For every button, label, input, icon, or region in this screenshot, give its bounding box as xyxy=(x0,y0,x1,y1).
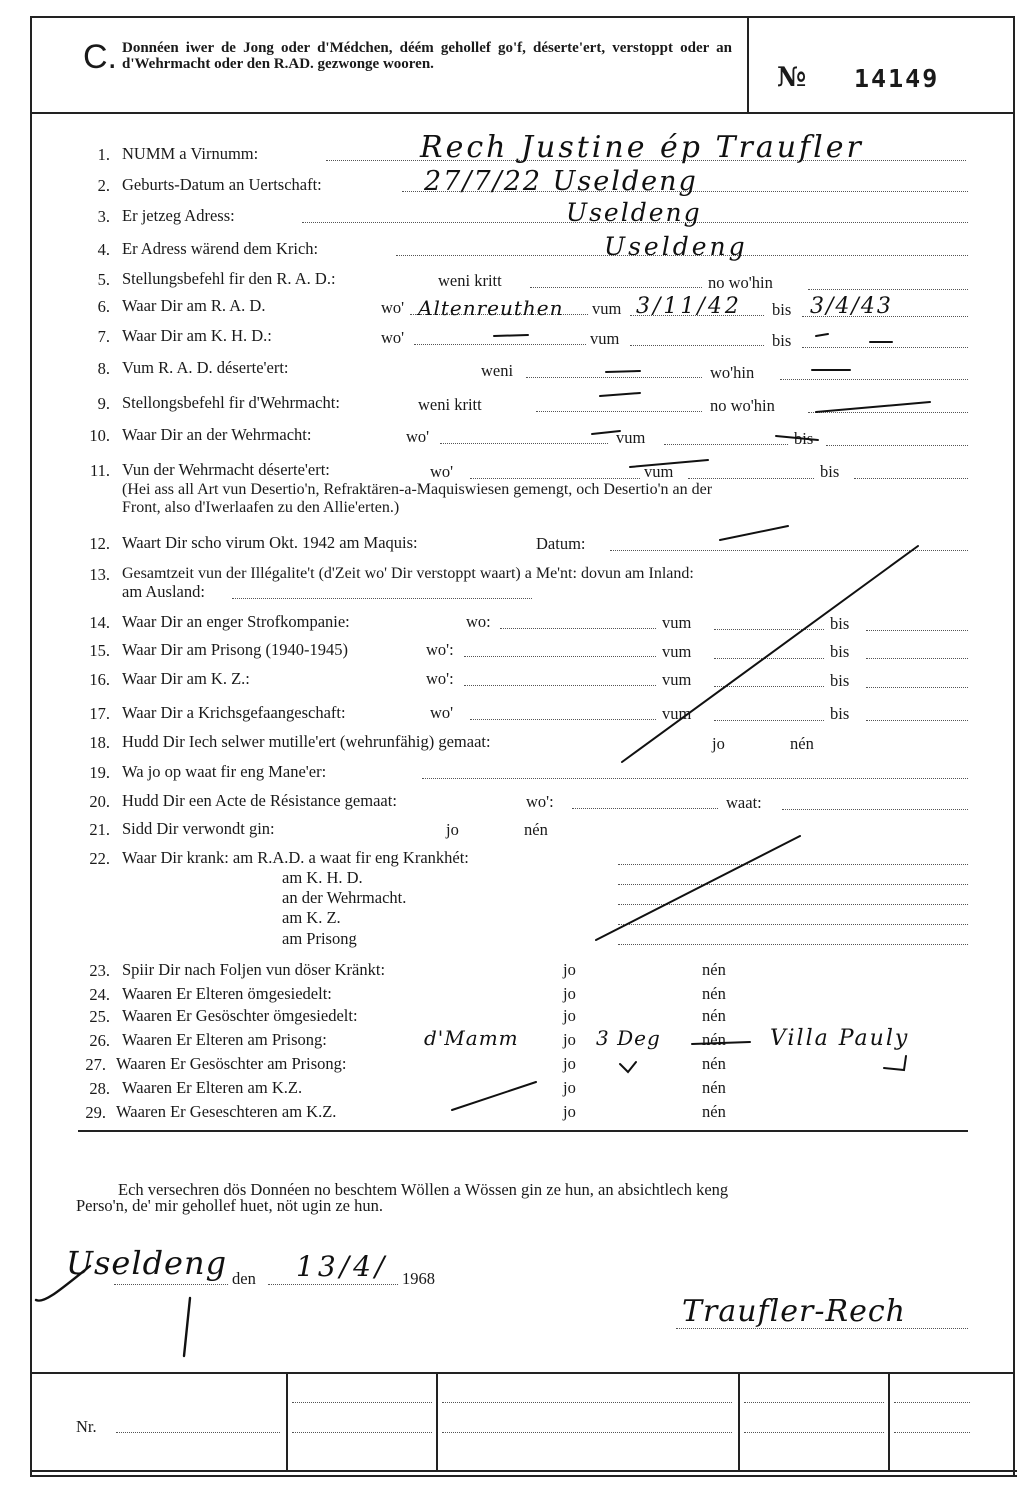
nr-label: Nr. xyxy=(76,1417,97,1436)
date-label: den xyxy=(232,1269,256,1288)
item-sub: am K. H. D. xyxy=(282,868,363,887)
handwritten-date: 13/4/ xyxy=(296,1250,389,1283)
item-number: 22. xyxy=(89,849,110,868)
item-label: Waaren Er Elteren ömgesiedelt: xyxy=(122,984,332,1003)
yes-option[interactable]: jo xyxy=(563,1054,576,1073)
yes-option[interactable]: jo xyxy=(712,734,725,753)
item-sub: am Prisong xyxy=(282,929,357,948)
no-option[interactable]: nén xyxy=(524,820,548,839)
item-label: Hudd Dir een Acte de Résistance gemaat: xyxy=(122,791,397,810)
item-label: Waart Dir scho virum Okt. 1942 am Maquis: xyxy=(122,533,418,552)
item-number: 13. xyxy=(89,565,110,584)
form-heading: Donnéen iwer de Jong oder d'Médchen, déém gehollef go'f, déserte'ert, verstoppt oder an d'Wehrmacht oder den R.AD. gezwonge wooren. xyxy=(122,40,732,72)
field-label: Datum: xyxy=(536,534,586,553)
item-label: Waaren Er Elteren am K.Z. xyxy=(122,1078,303,1097)
item-label: Waar Dir an enger Strofkompanie: xyxy=(122,612,350,631)
field-label: bis xyxy=(794,429,814,448)
field-label: wo': xyxy=(426,640,454,659)
item-label: Hudd Dir Iech selwer mutille'ert (wehrunfähig) gemaat: xyxy=(122,732,491,751)
form-letter: C. xyxy=(83,38,117,76)
item-number: 12. xyxy=(89,534,110,553)
item-label: Geburts-Datum an Uertschaft: xyxy=(122,175,322,194)
item-sub: am Ausland: xyxy=(122,582,205,601)
field-label: vum xyxy=(662,704,692,723)
item-label: Waaren Er Geseschteren am K.Z. xyxy=(116,1102,337,1121)
item-label: Er Adress wärend dem Krich: xyxy=(122,239,319,258)
yes-option[interactable]: jo xyxy=(446,820,459,839)
no-option[interactable]: nén xyxy=(702,960,726,979)
handwritten-rad-place: Altenreuthen xyxy=(418,296,564,320)
item-number: 17. xyxy=(89,704,110,723)
item-number: 20. xyxy=(89,792,110,811)
item-label: Waaren Er Elteren am Prisong: xyxy=(122,1030,327,1049)
item-label: Waaren Er Gesöschter ömgesiedelt: xyxy=(122,1006,358,1025)
field-label: wo: xyxy=(466,612,491,631)
field-label: wo' xyxy=(430,703,454,722)
item-number: 27. xyxy=(85,1055,106,1074)
yes-option[interactable]: jo xyxy=(563,1102,576,1121)
item-number: 2. xyxy=(97,176,110,195)
handwritten-birth: 27/7/22 Useldeng xyxy=(424,166,698,197)
item-number: 1. xyxy=(97,145,110,164)
form-number: 14149 xyxy=(854,64,940,93)
handwritten-war-address: Useldeng xyxy=(604,232,748,261)
item-number: 6. xyxy=(97,297,110,316)
item-number: 14. xyxy=(89,613,110,632)
item-sub: an der Wehrmacht. xyxy=(282,888,407,907)
item-number: 3. xyxy=(97,207,110,226)
declaration-line: Ech versechren dös Donnéen no beschtem Wöllen a Wössen gin ze hun, an absichtlech keng xyxy=(118,1180,729,1199)
field-label: no wo'hin xyxy=(708,273,773,292)
field-label: wo': xyxy=(426,669,454,688)
field-label: vum xyxy=(590,329,620,348)
signature: Traufler-Rech xyxy=(682,1294,906,1329)
handwritten-place: Useldeng xyxy=(66,1244,228,1282)
declaration-line: Perso'n, de' mir gehollef huet, nöt ugin ze hun. xyxy=(76,1196,384,1215)
item-number: 9. xyxy=(97,394,110,413)
field-label: weni kritt xyxy=(438,271,502,290)
field-label: vum xyxy=(644,462,674,481)
field-label: bis xyxy=(772,300,792,319)
field-label: wo' xyxy=(381,298,405,317)
item-label: Waar Dir krank: am R.A.D. a waat fir eng Krankhét: xyxy=(122,848,469,867)
item-number: 25. xyxy=(89,1007,110,1026)
field-label: vum xyxy=(592,299,622,318)
year: 1968 xyxy=(402,1269,435,1288)
item-number: 21. xyxy=(89,820,110,839)
item-number: 24. xyxy=(89,985,110,1004)
field-label: vum xyxy=(662,613,692,632)
no-option[interactable]: nén xyxy=(790,734,814,753)
item-label: Vum R. A. D. déserte'ert: xyxy=(122,358,289,377)
item-label: Stellungsbefehl fir den R. A. D.: xyxy=(122,269,336,288)
handwritten-prison-name: Villa Pauly xyxy=(770,1026,910,1051)
field-label: wo'hin xyxy=(710,363,755,382)
item-number: 4. xyxy=(97,240,110,259)
field-label: bis xyxy=(820,462,840,481)
item-number: 19. xyxy=(89,763,110,782)
item-number: 8. xyxy=(97,359,110,378)
field-label: wo': xyxy=(526,792,554,811)
handwritten-prison-place: 3 Deg xyxy=(596,1026,661,1050)
item-sub: am K. Z. xyxy=(282,908,341,927)
field-label: wo' xyxy=(430,462,454,481)
yes-option[interactable]: jo xyxy=(563,960,576,979)
field-label: vum xyxy=(662,642,692,661)
item-label: Waaren Er Gesöschter am Prisong: xyxy=(116,1054,347,1073)
no-option[interactable]: nén xyxy=(702,1006,726,1025)
item-note: Front, also d'Iwerlaafen zu den Allie'erten.) xyxy=(122,499,400,516)
item-label: Vun der Wehrmacht déserte'ert: xyxy=(122,460,330,479)
handwritten-address: Useldeng xyxy=(566,198,702,227)
item-label: NUMM a Virnumm: xyxy=(122,144,259,163)
item-label: Sidd Dir verwondt gin: xyxy=(122,819,275,838)
field-label: waat: xyxy=(726,793,762,812)
no-option[interactable]: nén xyxy=(702,1102,726,1121)
yes-option[interactable]: jo xyxy=(563,1078,576,1097)
yes-option[interactable]: jo xyxy=(563,1006,576,1025)
field-label: bis xyxy=(830,704,850,723)
handwritten-rad-to: 3/4/43 xyxy=(810,294,893,319)
field-label: vum xyxy=(662,670,692,689)
field-label: bis xyxy=(772,331,792,350)
handwritten-rad-from: 3/11/42 xyxy=(636,294,742,319)
number-sign: № xyxy=(777,62,807,93)
no-option[interactable]: nén xyxy=(702,1030,726,1049)
yes-option[interactable]: jo xyxy=(563,984,576,1003)
item-label: Waar Dir a Krichsgefaangeschaft: xyxy=(122,703,346,722)
item-number: 10. xyxy=(89,426,110,445)
field-label: vum xyxy=(616,428,646,447)
item-label: Waar Dir am R. A. D. xyxy=(122,296,266,315)
item-label: Waar Dir am K. Z.: xyxy=(122,669,250,688)
handwritten-name: Rech Justine ép Traufler xyxy=(420,130,864,165)
field-label: bis xyxy=(830,671,850,690)
item-label: Spiir Dir nach Foljen vun döser Kränkt: xyxy=(122,960,386,979)
item-number: 26. xyxy=(89,1031,110,1050)
handwritten-parent: d'Mamm xyxy=(424,1026,519,1050)
field-label: weni xyxy=(481,361,514,380)
no-option[interactable]: nén xyxy=(702,984,726,1003)
item-label: Waar Dir an der Wehrmacht: xyxy=(122,425,312,444)
item-number: 29. xyxy=(85,1103,106,1122)
item-label: Er jetzeg Adress: xyxy=(122,206,235,225)
item-number: 15. xyxy=(89,641,110,660)
item-number: 23. xyxy=(89,961,110,980)
field-label: no wo'hin xyxy=(710,396,775,415)
item-number: 18. xyxy=(89,733,110,752)
item-label: Stellongsbefehl fir d'Wehrmacht: xyxy=(122,393,340,412)
no-option[interactable]: nén xyxy=(702,1054,726,1073)
field-label: weni kritt xyxy=(418,395,482,414)
field-label: bis xyxy=(830,642,850,661)
yes-option[interactable]: jo xyxy=(563,1030,576,1049)
item-number: 5. xyxy=(97,270,110,289)
item-number: 28. xyxy=(89,1079,110,1098)
field-label: wo' xyxy=(406,427,430,446)
item-label: Wa jo op waat fir eng Mane'er: xyxy=(122,762,327,781)
item-label: Waar Dir am K. H. D.: xyxy=(122,326,272,345)
item-number: 16. xyxy=(89,670,110,689)
field-label: bis xyxy=(830,614,850,633)
item-note: (Hei ass all Art vun Desertio'n, Refraktären-a-Maquiswiesen gemengt, och Desertio'n an der xyxy=(122,481,713,498)
item-number: 11. xyxy=(89,461,110,480)
item-label: Gesamtzeit vun der Illégalite't (d'Zeit wo' Dir verstoppt waart) a Me'nt: dovun am Inland: xyxy=(122,565,694,582)
item-label: Waar Dir am Prisong (1940-1945) xyxy=(122,640,348,659)
item-number: 7. xyxy=(97,327,110,346)
field-label: wo' xyxy=(381,328,405,347)
no-option[interactable]: nén xyxy=(702,1078,726,1097)
